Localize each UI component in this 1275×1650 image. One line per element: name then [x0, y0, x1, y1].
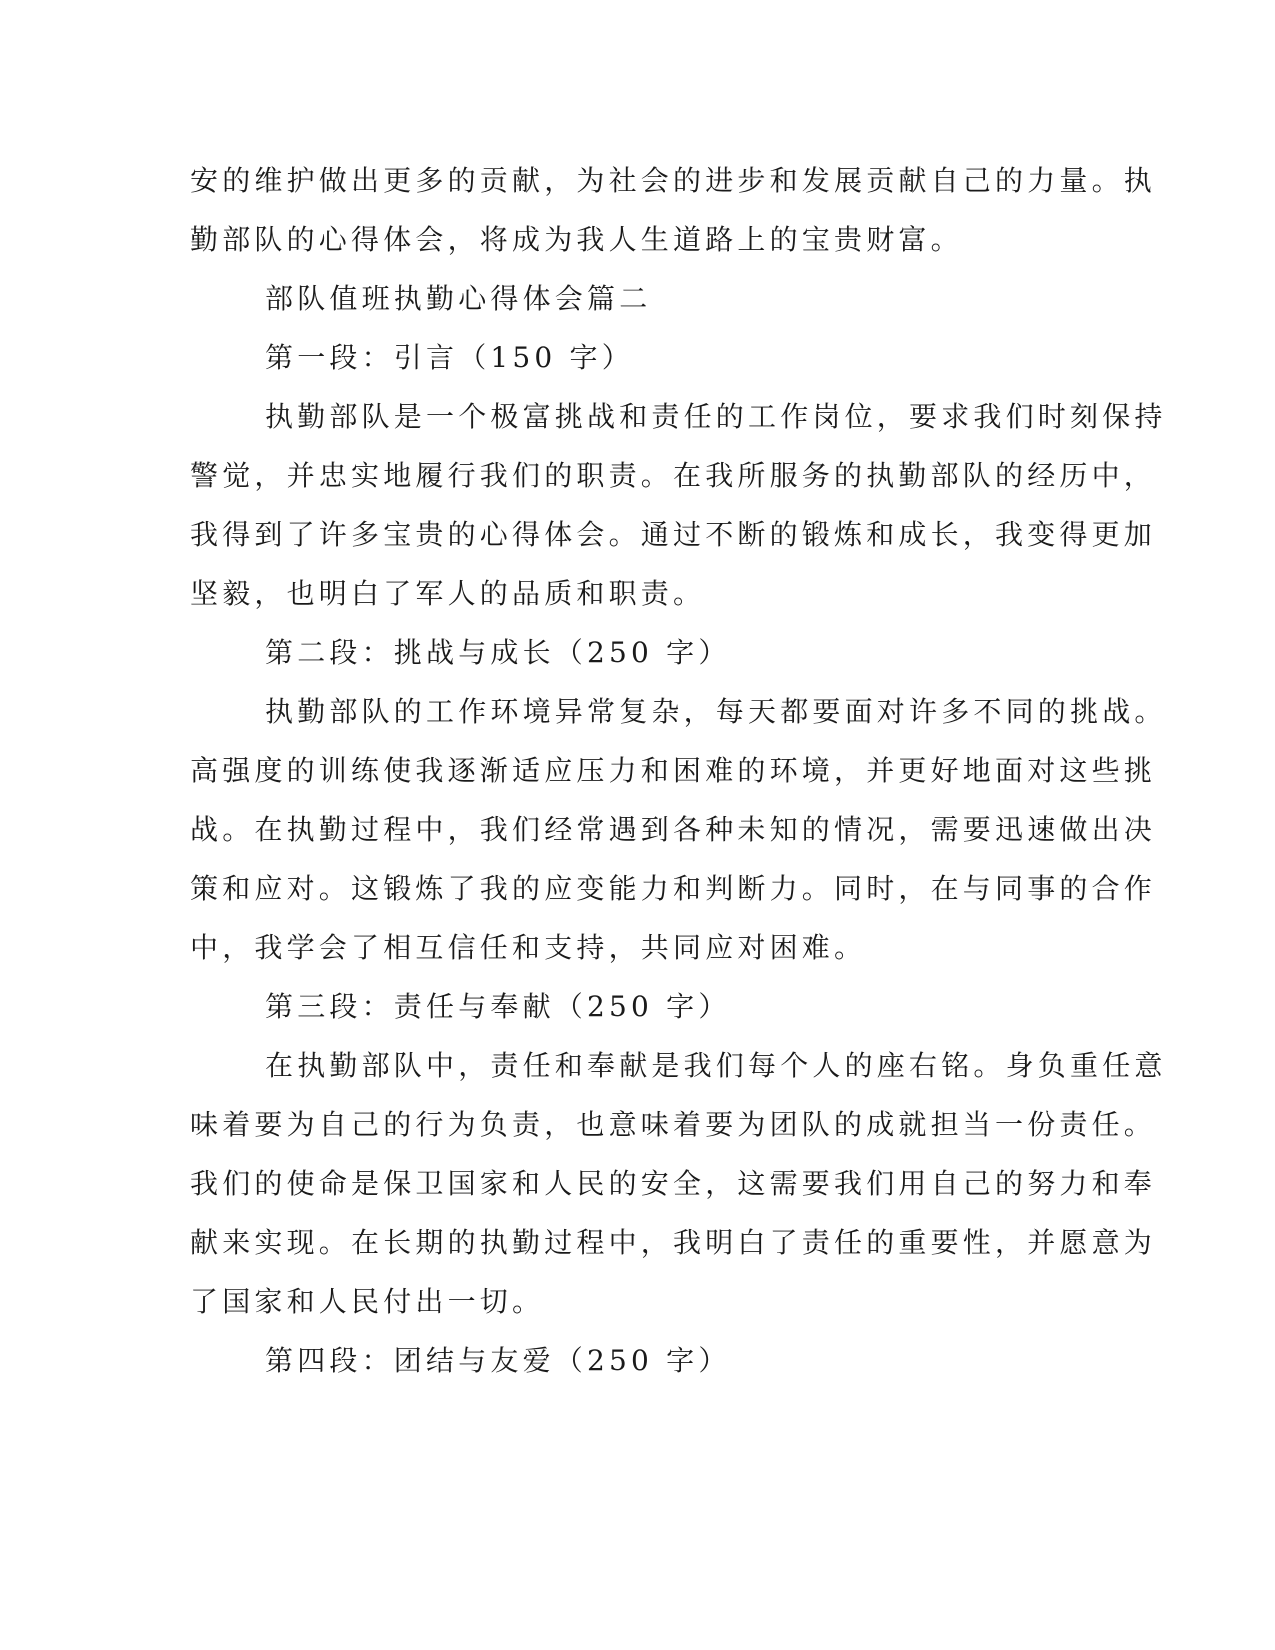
section-title: 部队值班执勤心得体会篇二 [265, 282, 652, 315]
text-line: 勤部队的心得体会，将成为我人生道路上的宝贵财富。 [190, 223, 963, 256]
text-line: 高强度的训练使我逐渐适应压力和困难的环境，并更好地面对这些挑 [190, 754, 1157, 787]
text-line: 策和应对。这锻炼了我的应变能力和判断力。同时，在与同事的合作 [190, 872, 1157, 905]
text-line: 中，我学会了相互信任和支持，共同应对困难。 [190, 931, 867, 964]
text-line: 坚毅，也明白了军人的品质和职责。 [190, 577, 706, 610]
text-line: 了国家和人民付出一切。 [190, 1285, 545, 1318]
text-line: 味着要为自己的行为负责，也意味着要为团队的成就担当一份责任。 [190, 1108, 1157, 1141]
text-line: 警觉，并忠实地履行我们的职责。在我所服务的执勤部队的经历中， [190, 459, 1157, 492]
text-line: 战。在执勤过程中，我们经常遇到各种未知的情况，需要迅速做出决 [190, 813, 1157, 846]
text-line: 在执勤部队中，责任和奉献是我们每个人的座右铭。身负重任意 [265, 1049, 1167, 1082]
text-line: 执勤部队的工作环境异常复杂，每天都要面对许多不同的挑战。 [265, 695, 1167, 728]
text-line: 执勤部队是一个极富挑战和责任的工作岗位，要求我们时刻保持 [265, 400, 1167, 433]
text-line: 我得到了许多宝贵的心得体会。通过不断的锻炼和成长，我变得更加 [190, 518, 1157, 551]
paragraph-heading: 第二段：挑战与成长（250 字） [265, 636, 731, 669]
paragraph-heading: 第四段：团结与友爱（250 字） [265, 1344, 731, 1377]
paragraph-heading: 第三段：责任与奉献（250 字） [265, 990, 731, 1023]
text-line: 安的维护做出更多的贡献，为社会的进步和发展贡献自己的力量。执 [190, 164, 1157, 197]
paragraph-heading: 第一段：引言（150 字） [265, 341, 634, 374]
text-line: 献来实现。在长期的执勤过程中，我明白了责任的重要性，并愿意为 [190, 1226, 1157, 1259]
text-line: 我们的使命是保卫国家和人民的安全，这需要我们用自己的努力和奉 [190, 1167, 1157, 1200]
